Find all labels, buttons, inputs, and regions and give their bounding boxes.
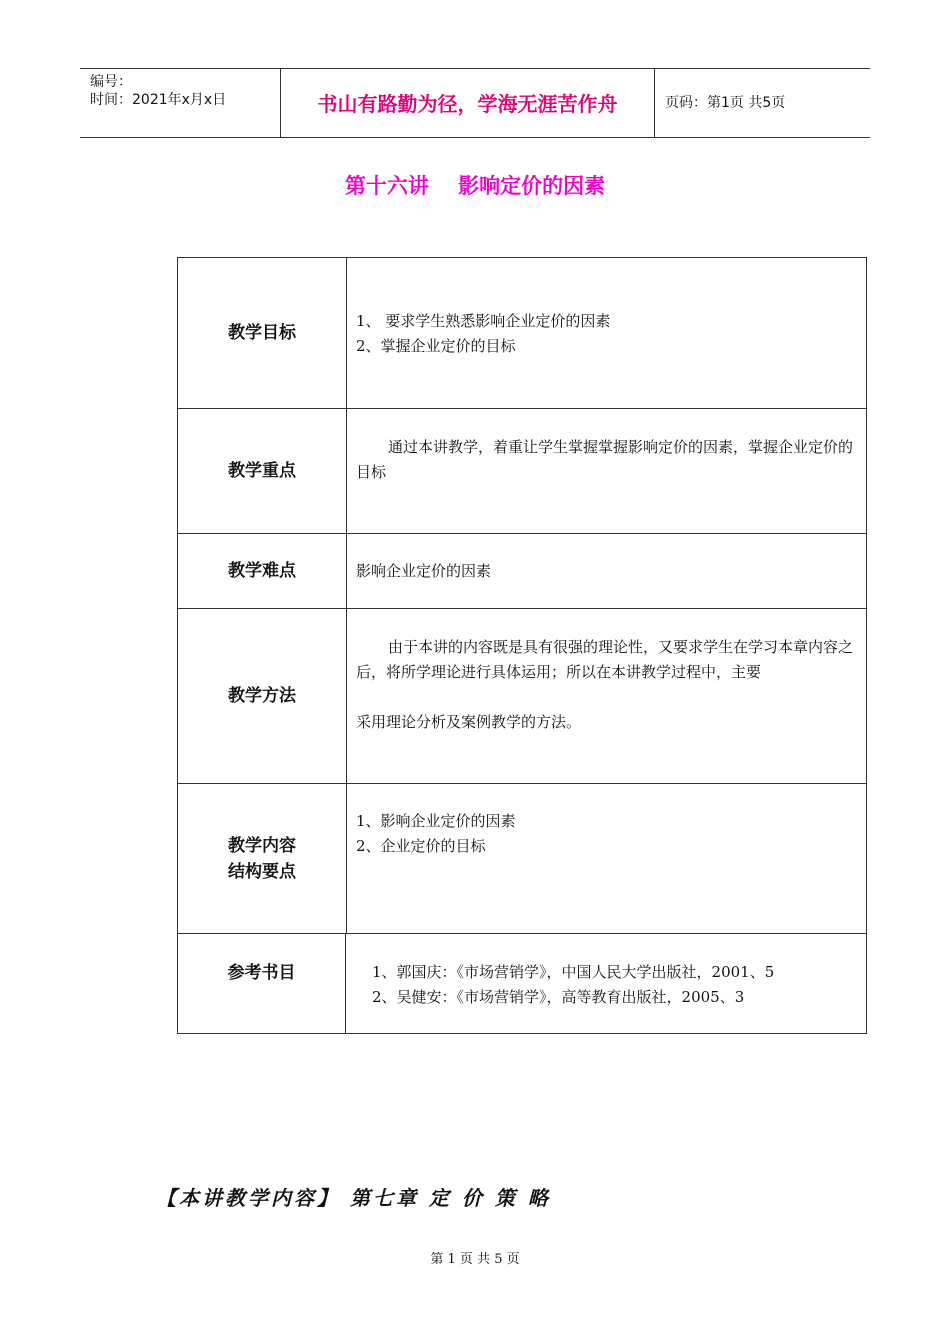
row-label-line: 结构要点 — [228, 861, 296, 882]
row-label: 教学方法 — [178, 609, 347, 783]
header-motto: 书山有路勤为径，学海无涯苦作舟 — [317, 92, 618, 116]
row-content — [347, 784, 866, 933]
header-meta-cell — [80, 69, 280, 137]
row-content — [347, 409, 866, 533]
teaching-plan-table — [177, 257, 867, 1034]
content-line: 2、企业定价的目标 — [356, 837, 486, 855]
table-row-key-points — [178, 409, 866, 534]
content-line: 影响企业定价的因素 — [356, 562, 492, 580]
header-page-cell — [655, 69, 870, 137]
row-label-line: 教学内容 — [228, 835, 296, 856]
page-footer: 第 1 页 共 5 页 — [430, 1252, 520, 1267]
section-heading: 【本讲教学内容】 第七章 定 价 策 略 — [156, 1186, 551, 1210]
row-content — [347, 609, 866, 783]
table-row-methods — [178, 609, 866, 784]
content-paragraph: 通过本讲教学，着重让学生掌握掌握影响定价的因素，掌握企业定价的目标 — [356, 438, 854, 481]
lecture-title: 第十六讲 影响定价的因素 — [344, 174, 606, 198]
row-label — [178, 784, 347, 933]
content-line: 1、影响企业定价的因素 — [356, 812, 516, 830]
row-label: 参考书目 — [178, 934, 346, 1033]
row-content — [346, 934, 866, 1033]
document-date-label: 时间：2021年x月x日 — [90, 92, 227, 108]
row-label: 教学难点 — [178, 534, 347, 608]
row-content — [347, 534, 866, 608]
header-motto-cell — [280, 69, 655, 137]
table-row-structure — [178, 784, 866, 934]
row-content — [347, 258, 866, 408]
content-line: 采用理论分析及案例教学的方法。 — [356, 713, 582, 731]
document-header — [80, 68, 870, 138]
table-row-objectives — [178, 258, 866, 409]
header-page-info: 页码：第1页 共5页 — [665, 95, 786, 111]
content-paragraph: 由于本讲的内容既是具有很强的理论性，又要求学生在学习本章内容之后，将所学理论进行具体运用；所以在本讲教学过程中，主要 — [356, 638, 854, 681]
document-number-label: 编号： — [90, 74, 132, 90]
table-row-references — [178, 934, 866, 1033]
row-label: 教学目标 — [178, 258, 347, 408]
content-line: 1、郭国庆：《市场营销学》，中国人民大学出版社，2001、5 — [372, 963, 775, 981]
content-line: 2、掌握企业定价的目标 — [356, 337, 516, 355]
table-row-difficulties — [178, 534, 866, 609]
row-label: 教学重点 — [178, 409, 347, 533]
content-line: 2、吴健安：《市场营销学》，高等教育出版社，2005、3 — [372, 988, 745, 1006]
content-line: 1、 要求学生熟悉影响企业定价的因素 — [356, 312, 611, 330]
